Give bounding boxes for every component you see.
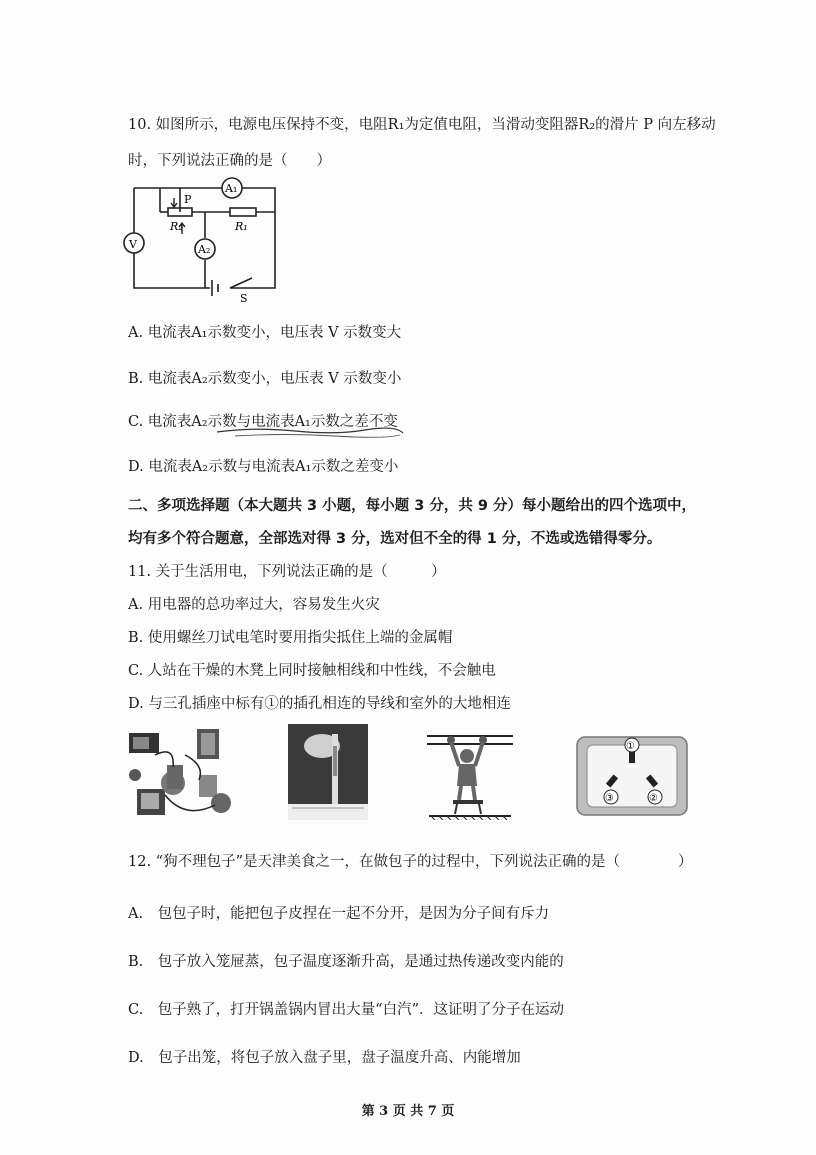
r1-label: R₁ bbox=[235, 220, 248, 233]
q11-option-d: D. 与三孔插座中标有①的插孔相连的导线和室外的大地相连 bbox=[128, 696, 511, 712]
p-label: P bbox=[184, 193, 192, 206]
test-pen-image bbox=[288, 724, 368, 820]
q10-circuit-figure bbox=[120, 176, 290, 306]
q11-option-c: C. 人站在干燥的木凳上同时接触相线和中性线，不会触电 bbox=[128, 663, 496, 679]
appliances-image bbox=[125, 725, 240, 825]
q10-option-a: A. 电流表A₁示数变小，电压表 V 示数变大 bbox=[128, 325, 402, 341]
q10-stem-line2: 时，下列说法正确的是（ ） bbox=[128, 153, 331, 169]
q11-option-a: A. 用电器的总功率过大，容易发生火灾 bbox=[128, 597, 380, 613]
three-hole-socket-image bbox=[575, 735, 689, 817]
page-number-footer: 第 3 页 共 7 页 bbox=[361, 1104, 455, 1119]
s-label: S bbox=[240, 292, 248, 305]
socket-label-3: ③ bbox=[605, 793, 614, 804]
q12-option-a: A. 包包子时，能把包子皮捏在一起不分开，是因为分子间有斥力 bbox=[128, 906, 550, 922]
person-on-stool-image bbox=[425, 726, 515, 820]
socket-label-2: ② bbox=[649, 793, 658, 804]
handwritten-underline bbox=[215, 424, 405, 438]
q11-stem: 11. 关于生活用电，下列说法正确的是（ ） bbox=[128, 564, 446, 580]
q10-option-b: B. 电流表A₂示数变小，电压表 V 示数变小 bbox=[128, 371, 402, 387]
q11-option-b: B. 使用螺丝刀试电笔时要用指尖抵住上端的金属帽 bbox=[128, 630, 453, 646]
r2-label: R₂ bbox=[170, 220, 183, 233]
section2-heading-line1: 二、多项选择题（本大题共 3 小题，每小题 3 分，共 9 分）每小题给出的四个选项中， bbox=[128, 498, 697, 514]
q10-option-c: C. 电流表A₂示数与电流表A₁示数之差不变 bbox=[128, 414, 398, 430]
a2-label: A₂ bbox=[198, 243, 211, 256]
q10-stem-line1: 10. 如图所示，电源电压保持不变，电阻R₁为定值电阻，当滑动变阻器R₂的滑片 P 向左移动 bbox=[128, 117, 716, 133]
a1-label: A₁ bbox=[225, 182, 238, 195]
q12-option-c: C. 包子熟了，打开锅盖锅内冒出大量“白汽”．这证明了分子在运动 bbox=[128, 1002, 565, 1018]
v-label: V bbox=[129, 238, 137, 251]
q12-stem: 12. “狗不理包子”是天津美食之一，在做包子的过程中，下列说法正确的是（ ） bbox=[128, 854, 693, 870]
section2-heading-line2: 均有多个符合题意，全部选对得 3 分，选对但不全的得 1 分，不选或选错得零分。 bbox=[128, 531, 662, 547]
q10-option-d: D. 电流表A₂示数与电流表A₁示数之差变小 bbox=[128, 459, 399, 475]
socket-label-1: ① bbox=[626, 741, 635, 752]
q12-option-d: D. 包子出笼，将包子放入盘子里，盘子温度升高、内能增加 bbox=[128, 1050, 521, 1066]
q12-option-b: B. 包子放入笼屉蒸，包子温度逐渐升高，是通过热传递改变内能的 bbox=[128, 954, 564, 970]
